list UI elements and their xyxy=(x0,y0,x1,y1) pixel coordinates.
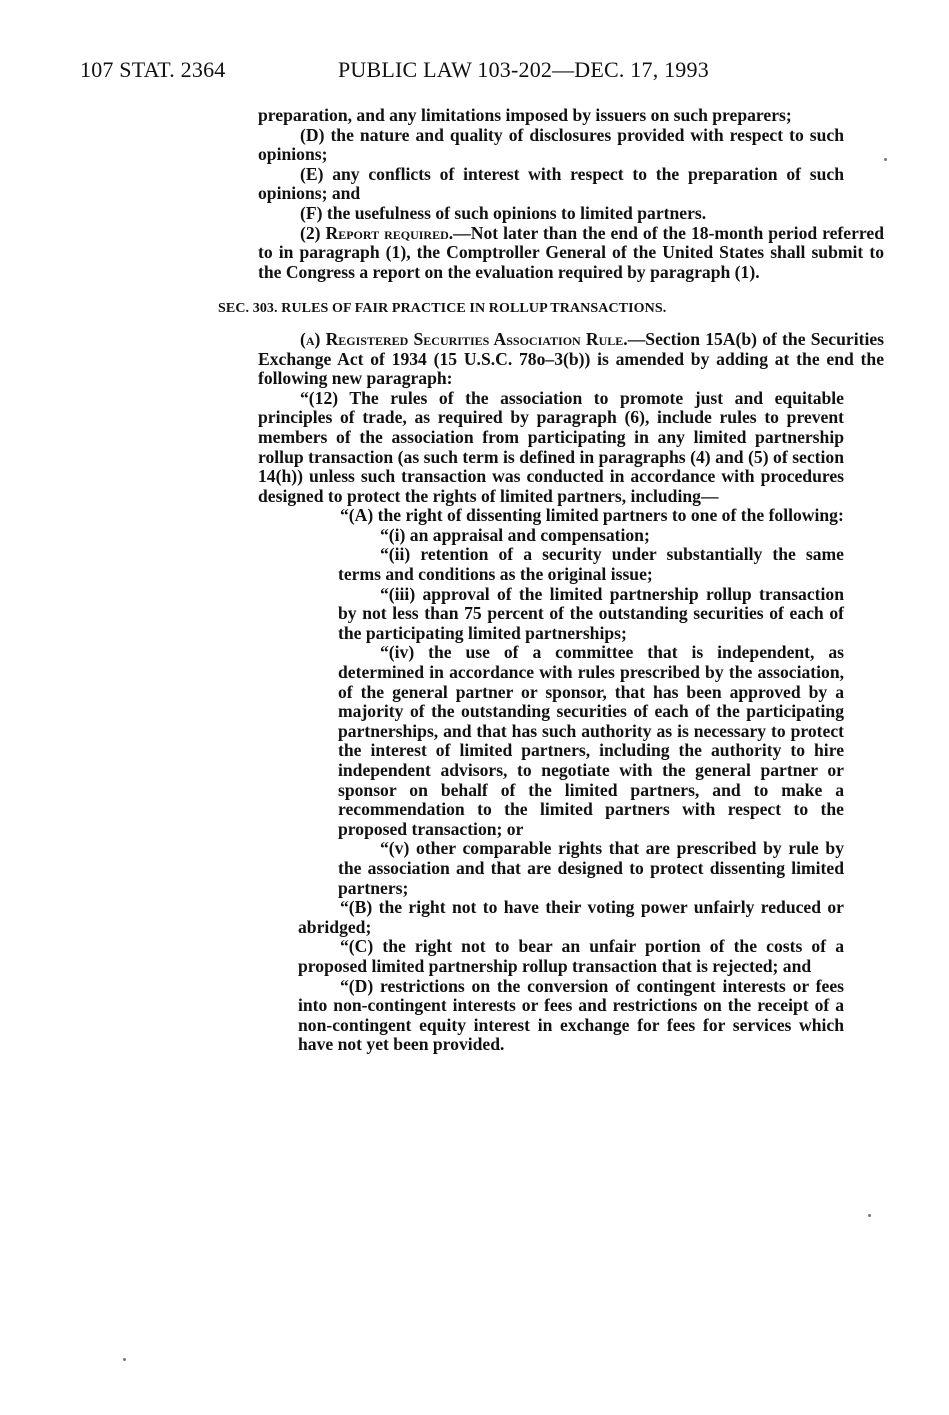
clause-iii-approval: “(iii) approval of the limited partnership rollup transaction by not less than 75 percent of the outstanding securities of each of the participating limited partnerships; xyxy=(338,583,844,643)
registered-securities-label: (a) Registered Securities Association Rule. xyxy=(300,328,628,349)
paragraph-f-usefulness: (F) the usefulness of such opinions to limited partners. xyxy=(300,202,707,223)
section-303-heading: SEC. 303. RULES OF FAIR PRACTICE IN ROLLUP TRANSACTIONS. xyxy=(218,301,667,317)
report-required-text: —Not later than the end of the 18-month period referred to in paragraph (1), the Comptroller General of the United States shall submit to the Congress a report on the evaluation required by paragraph (1). xyxy=(258,222,884,282)
statute-page-number: 107 STAT. 2364 xyxy=(80,57,226,82)
clause-ii-retention: “(ii) retention of a security under substantially the same terms and conditions as the original issue; xyxy=(338,544,844,585)
paragraph-a-registered-securities xyxy=(258,330,884,389)
paragraph-d-disclosures: (D) the nature and quality of disclosures provided with respect to such opinions; xyxy=(258,124,844,165)
document-body xyxy=(218,105,884,1055)
clause-v-comparable-rights: “(v) other comparable rights that are prescribed by rule by the association and that are designed to protect dissenting limited partners; xyxy=(338,838,844,898)
paragraph-a-dissenting: “(A) the right of dissenting limited partners to one of the following: xyxy=(340,505,844,526)
paragraph-b-voting-power: “(B) the right not to have their voting power unfairly reduced or abridged; xyxy=(298,897,844,937)
public-law-heading: PUBLIC LAW 103-202—DEC. 17, 1993 xyxy=(338,57,709,82)
paragraph-d-restrictions: “(D) restrictions on the conversion of contingent interests or fees into non-contingent interests or fees and restrictions on the receipt of a non-contingent equity interest in exchange for fees for services which have not yet been provided. xyxy=(298,975,844,1055)
scan-speck xyxy=(123,1358,126,1361)
paragraph-2-report-required xyxy=(258,224,884,283)
paragraph-c-costs: “(C) the right not to bear an unfair portion of the costs of a proposed limited partnership rollup transaction that is rejected; and xyxy=(298,936,844,976)
paragraph-preparation: preparation, and any limitations imposed by issuers on such preparers; xyxy=(258,105,792,125)
paragraph-e-conflicts: (E) any conflicts of interest with respect to the preparation of such opinions; and xyxy=(258,163,844,204)
page-header xyxy=(80,56,800,84)
clause-iv-committee: “(iv) the use of a committee that is independent, as determined in accordance with rules prescribed by the association, of the general partner or sponsor, that has been approved by a majority of the outstanding securities of each of the participating partnerships, and that has such authority as is necessary to protect the interest of limited partners, including the authority to hire independent advisors, to negotiate with the general partner or sponsor on behalf of the limited partners, and to make a recommendation to the limited partners with respect to the proposed transaction; or xyxy=(338,642,844,839)
scan-speck xyxy=(884,158,887,161)
paragraph-12-rules: “(12) The rules of the association to promote just and equitable principles of trade, as required by paragraph (6), include rules to prevent members of the association from participating in any limited partnership rollup transaction (as such term is defined in paragraphs (4) and (5) of section 14(h)) unless such transaction was conducted in accordance with procedures designed to protect the rights of limited partners, including— xyxy=(258,387,844,506)
clause-i-appraisal: “(i) an appraisal and compensation; xyxy=(380,524,650,545)
registered-securities-text: —Section 15A(b) of the Securities Exchange Act of 1934 (15 U.S.C. 78o–3(b)) is amended by adding at the end the following new paragraph: xyxy=(258,328,884,389)
scan-speck xyxy=(868,1214,871,1217)
report-required-label: (2) Report required. xyxy=(300,222,454,243)
